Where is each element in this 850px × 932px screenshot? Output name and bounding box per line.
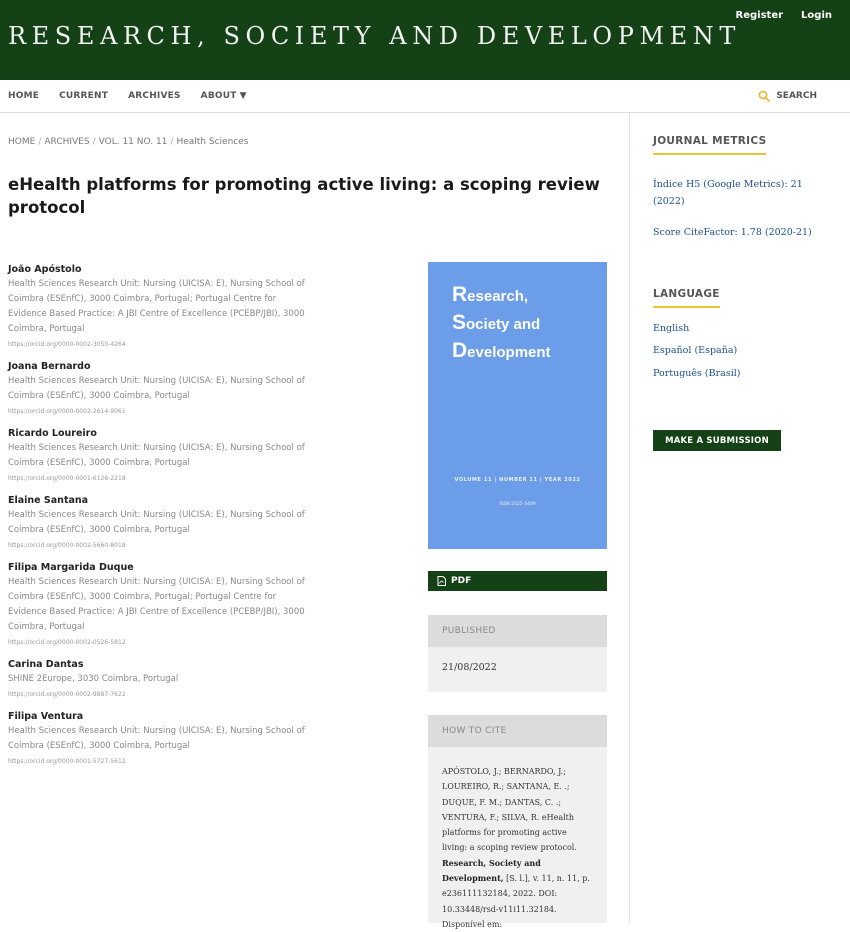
- metrics-h5-link[interactable]: Índice H5 (Google Metrics): 21 (2022): [653, 179, 803, 207]
- author-orcid-link[interactable]: https://orcid.org/0000-0002-9887-7622: [8, 691, 126, 698]
- search-link[interactable]: [758, 90, 817, 102]
- breadcrumb-archives[interactable]: ARCHIVES: [44, 137, 90, 147]
- author-orcid-link[interactable]: https://orcid.org/0000-0001-6126-2218: [8, 475, 126, 482]
- cover-title: [452, 282, 551, 366]
- author-name: Filipa Margarida Duque: [8, 562, 134, 573]
- login-link[interactable]: Login: [801, 10, 832, 21]
- metrics-citefactor-link[interactable]: Score CiteFactor: 1.78 (2020-21): [653, 227, 812, 238]
- breadcrumb-separator: /: [92, 137, 96, 147]
- author-affiliation: Health Sciences Research Unit: Nursing (UICISA: E), Nursing School of Coimbra (ESEnfC), 3000 Coimbra, Portugal: [8, 443, 305, 468]
- author-name: Joana Bernardo: [8, 361, 91, 372]
- author-affiliation: Health Sciences Research Unit: Nursing (UICISA: E), Nursing School of Coimbra (ESEnfC), 3000 Coimbra, Portugal: [8, 510, 305, 535]
- author-name: Filipa Ventura: [8, 711, 84, 722]
- author-name: João Apóstolo: [8, 264, 82, 275]
- register-link[interactable]: Register: [735, 10, 784, 21]
- pdf-download-button[interactable]: [428, 571, 607, 591]
- author-entry: [8, 427, 308, 483]
- language-spanish[interactable]: Español (España): [653, 345, 738, 356]
- published-panel: [428, 647, 607, 692]
- journal-metrics-title: JOURNAL METRICS: [653, 135, 766, 155]
- nav-current[interactable]: CURRENT: [59, 91, 109, 101]
- published-heading: PUBLISHED: [428, 615, 607, 647]
- language-portuguese[interactable]: Português (Brasil): [653, 368, 741, 379]
- breadcrumb-home[interactable]: HOME: [8, 137, 36, 147]
- cover-word: ociety and: [466, 316, 541, 333]
- language-title: LANGUAGE: [653, 288, 720, 308]
- author-orcid-link[interactable]: https://orcid.org/0000-0002-0526-5812: [8, 639, 126, 646]
- how-to-cite-heading: HOW TO CITE: [428, 715, 607, 747]
- site-title[interactable]: RESEARCH, SOCIETY AND DEVELOPMENT: [8, 22, 741, 50]
- breadcrumb-separator: /: [170, 137, 174, 147]
- author-orcid-link[interactable]: https://orcid.org/0000-0002-3050-4264: [8, 341, 126, 348]
- primary-nav: [0, 80, 850, 113]
- author-entry: [8, 658, 308, 699]
- cover-word: evelopment: [467, 344, 551, 361]
- author-orcid-link[interactable]: https://orcid.org/0000-0002-5660-8018: [8, 542, 126, 549]
- breadcrumb: [8, 137, 248, 147]
- published-date: 21/08/2022: [442, 662, 497, 673]
- breadcrumb-separator: /: [38, 137, 42, 147]
- author-affiliation: Health Sciences Research Unit: Nursing (UICISA: E), Nursing School of Coimbra (ESEnfC), 3000 Coimbra, Portugal; Portugal Centre for Evidence Based Practice: A JBI Centre of Excellence (PCEBP/JBI), 3000 Coimbra, Portugal: [8, 577, 305, 632]
- search-label: SEARCH: [776, 91, 817, 101]
- author-entry: [8, 710, 308, 766]
- citation-details: [S. l.], v. 11, n. 11, p. e236111132184, 2022. DOI: 10.33448/rsd-v11i11.32184. Disponível em:: [442, 874, 590, 929]
- pdf-file-icon: [437, 576, 446, 586]
- nav-about[interactable]: [201, 91, 247, 101]
- breadcrumb-section: Health Sciences: [176, 137, 249, 147]
- nav-home[interactable]: HOME: [8, 91, 40, 101]
- author-entry: [8, 561, 308, 647]
- author-orcid-link[interactable]: https://orcid.org/0000-0001-5727-5612: [8, 758, 126, 765]
- cover-initial: D: [452, 339, 468, 362]
- citation-text: [442, 764, 592, 932]
- author-entry: [8, 360, 308, 416]
- author-entry: [8, 263, 308, 349]
- cover-initial: R: [452, 283, 468, 306]
- citation-authors-title: APÓSTOLO, J.; BERNARDO, J.; LOUREIRO, R.; SANTANA, E. .; DUQUE, F. M.; DANTAS, C. .; VENTURA, F.; SILVA, R. eHealth platforms for promoting active living: a scoping review protocol.: [442, 767, 577, 853]
- user-nav: [736, 10, 832, 21]
- cover-word: esearch,: [467, 288, 529, 305]
- sidebar: [629, 113, 850, 923]
- how-to-cite-panel: [428, 747, 607, 929]
- author-name: Carina Dantas: [8, 659, 84, 670]
- author-name: Ricardo Loureiro: [8, 428, 97, 439]
- citation-journal: Research, Society and Development,: [442, 857, 541, 884]
- issue-cover-image[interactable]: [428, 262, 607, 549]
- main-content: [0, 113, 628, 929]
- cover-issn: ISSN 2525-3409: [499, 502, 536, 507]
- author-affiliation: SHINE 2Europe, 3030 Coimbra, Portugal: [8, 674, 179, 684]
- caret-down-icon: ▼: [239, 91, 247, 101]
- author-name: Elaine Santana: [8, 495, 89, 506]
- author-affiliation: Health Sciences Research Unit: Nursing (UICISA: E), Nursing School of Coimbra (ESEnfC), 3000 Coimbra, Portugal: [8, 376, 305, 401]
- nav-archives[interactable]: ARCHIVES: [128, 91, 181, 101]
- make-submission-button[interactable]: MAKE A SUBMISSION: [653, 430, 781, 451]
- author-orcid-link[interactable]: https://orcid.org/0000-0002-2614-9061: [8, 408, 126, 415]
- nav-about-label: ABOUT: [200, 91, 237, 101]
- search-icon: [758, 90, 770, 102]
- article-title: eHealth platforms for promoting active living: a scoping review protocol: [8, 175, 600, 217]
- author-affiliation: Health Sciences Research Unit: Nursing (UICISA: E), Nursing School of Coimbra (ESEnfC), 3000 Coimbra, Portugal: [8, 726, 305, 751]
- site-header: [0, 0, 850, 80]
- breadcrumb-issue[interactable]: VOL. 11 NO. 11: [98, 137, 168, 147]
- cover-initial: S: [452, 311, 467, 334]
- author-affiliation: Health Sciences Research Unit: Nursing (UICISA: E), Nursing School of Coimbra (ESEnfC), 3000 Coimbra, Portugal; Portugal Centre for Evidence Based Practice: A JBI Centre of Excellence (PCEBP/JBI), 3000 Coimbra, Portugal: [8, 279, 305, 334]
- author-list: [8, 263, 308, 777]
- cover-volume-line: VOLUME 11 | NUMBER 11 | YEAR 2022: [454, 477, 581, 483]
- pdf-button-label: PDF: [451, 576, 472, 586]
- language-english[interactable]: English: [653, 323, 690, 334]
- author-entry: [8, 494, 308, 550]
